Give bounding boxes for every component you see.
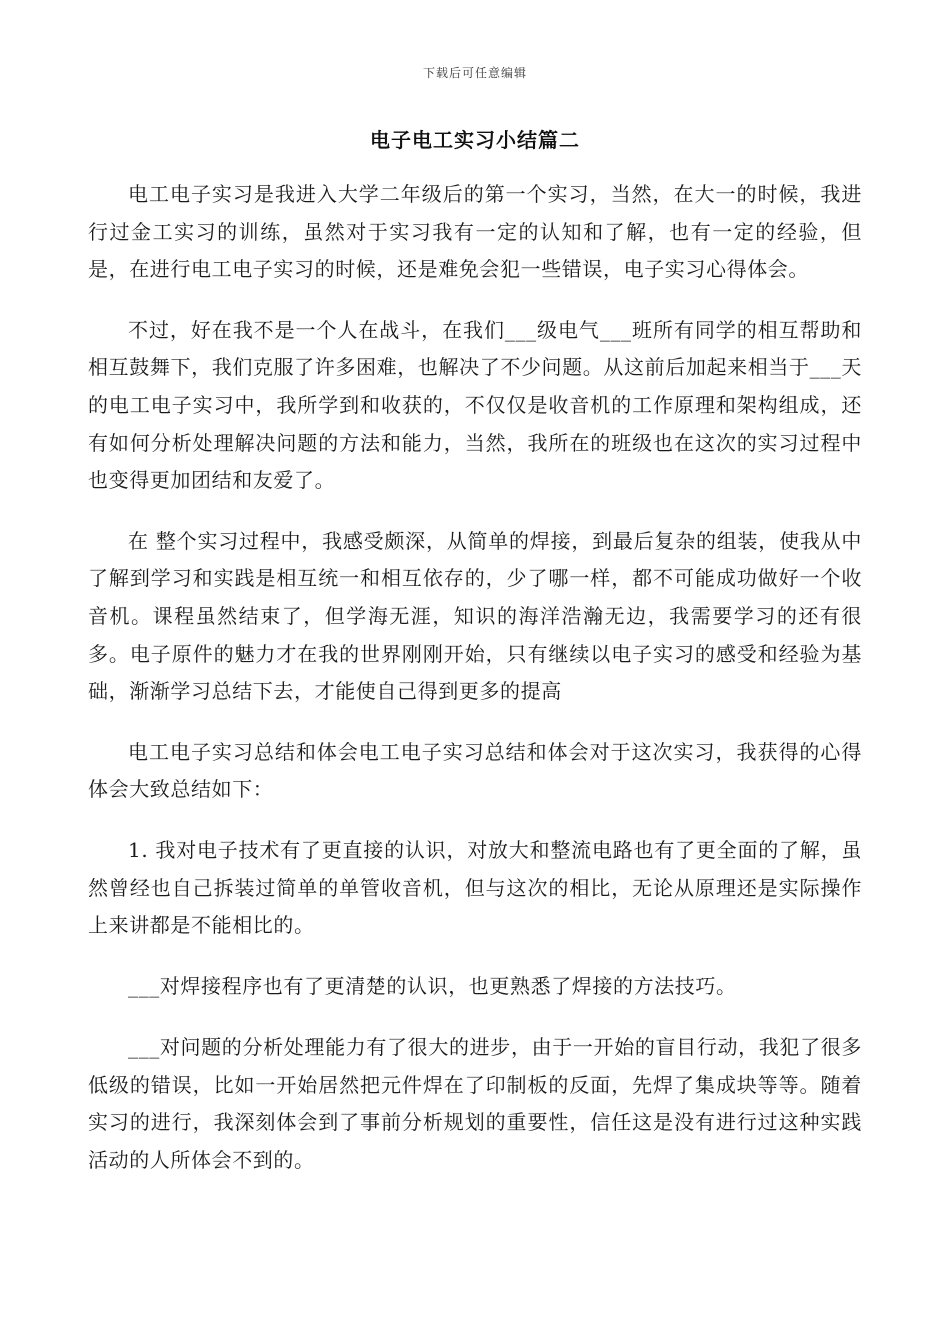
paragraph-1: 电工电子实习是我进入大学二年级后的第一个实习，当然，在大一的时候，我进行过金工实习的训练，虽然对于实习我有一定的认知和了解，也有一定的经验，但是，在进行电工电子实习的时候，还是难免会犯一些错误，电子实习心得体会。 xyxy=(88,182,862,282)
paragraph-5: 1. 我对电子技术有了更直接的认识，对放大和整流电路也有了更全面的了解，虽然曾经也自己拆装过简单的单管收音机，但与这次的相比，无论从原理还是实际操作上来讲都是不能相比的。 xyxy=(88,837,862,938)
header-note: 下载后可任意编辑 xyxy=(422,66,527,80)
document-title: 电子电工实习小结篇二 xyxy=(370,128,580,152)
document-body xyxy=(88,176,862,1203)
paragraph-2: 不过，好在我不是一个人在战斗，在我们___级电气___班所有同学的相互帮助和相互鼓舞下，我们克服了许多困难，也解决了不少问题。从这前后加起来相当于___天的电工电子实习中，我所学到和收获的，不仅仅是收音机的工作原理和架构组成，还有如何分析处理解决问题的方法和能力，当然，我所在的班级也在这次的实习过程中也变得更加团结和友爱了。 xyxy=(88,317,862,493)
paragraph-6: ___对焊接程序也有了更清楚的认识，也更熟悉了焊接的方法技巧。 xyxy=(128,973,737,998)
paragraph-4: 电工电子实习总结和体会电工电子实习总结和体会对于这次实习，我获得的心得体会大致总结如下： xyxy=(88,739,862,802)
paragraph-3: 在 整个实习过程中，我感受颇深，从简单的焊接，到最后复杂的组装，使我从中了解到学习和实践是相互统一和相互依存的，少了哪一样，都不可能成功做好一个收音机。课程虽然结束了，但学海无涯，知识的海洋浩瀚无边，我需要学习的还有很多。电子原件的魅力才在我的世界刚刚开始，只有继续以电子实习的感受和经验为基础，渐渐学习总结下去，才能使自己得到更多的提高 xyxy=(88,528,862,704)
paragraph-7: ___对问题的分析处理能力有了很大的进步，由于一开始的盲目行动，我犯了很多低级的错误，比如一开始居然把元件焊在了印制板的反面，先焊了集成块等等。随着实习的进行，我深刻体会到了事前分析规划的重要性，信任这是没有进行过这种实践活动的人所体会不到的。 xyxy=(88,1035,862,1173)
